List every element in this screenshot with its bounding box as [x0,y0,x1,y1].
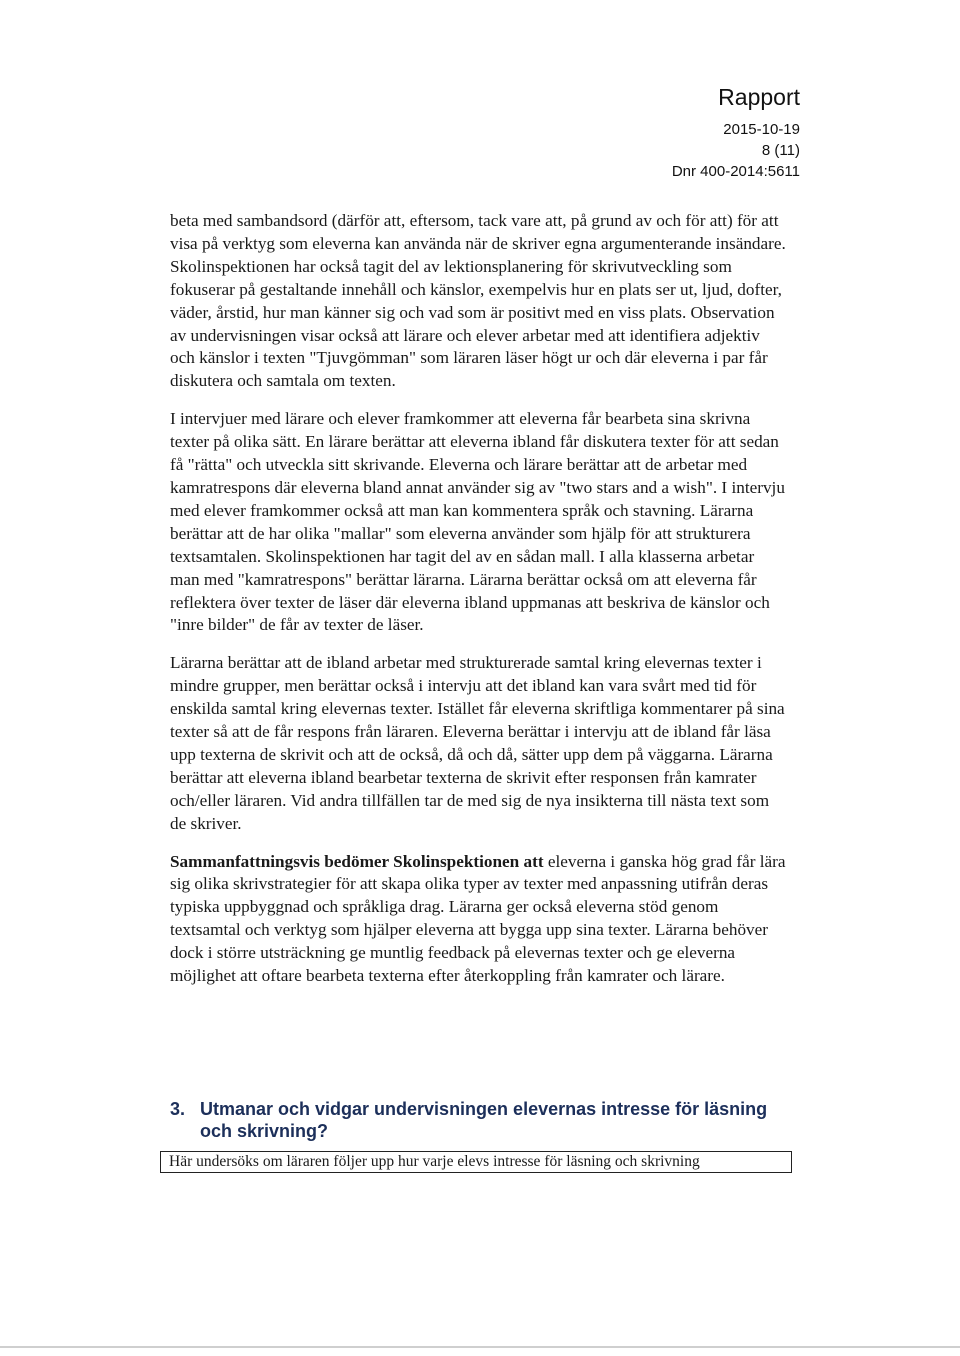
report-date: 2015-10-19 [723,121,800,138]
page-edge-line [0,1346,960,1348]
section-title: Utmanar och vidgar undervisningen elevernas intresse för läsning och skrivning? [200,1099,768,1141]
summary-lead: Sammanfattningsvis bedömer Skolinspektionen att [170,851,544,871]
body-text [170,210,786,1003]
paragraph: Lärarna berättar att de ibland arbetar med strukturerade samtal kring elevernas texter i mindre grupper, men berättar också i intervju att det ibland kan vara svårt med tid för enskilda samtal kring elevernas texter. Istället får eleverna skriftliga kommentarer på sina texter så att de får respons från läraren. Eleverna berättar i intervju att de ibland får läsa upp texterna de skrivit och att de också, då och då, sätter upp dem på väggarna. Lärarna berättar att eleverna ibland bearbetar texterna de skrivit efter responsen från kamrater och/eller läraren. Vid andra tillfällen tar de med sig de nya insikterna till nästa text som de skriver. [170,653,785,833]
report-header [672,84,800,182]
section-heading [170,1098,790,1142]
page-number: 8 (11) [761,142,800,159]
paragraph: beta med sambandsord (därför att, eftersom, tack vare att, på grund av och för att) för att visa på verktyg som eleverna kan använda när de skriver egna argumenterande insändare. Skolinspektionen har också tagit del av lektionsplanering för skrivutveckling som fokuserar på gestaltande innehåll och känslor, exempelvis hur en plats ser ut, ljud, dofter, väder, årstid, hur man känner sig och vad som är positivt med en viss plats. Observation av undervisningen visar också att lärare och elever arbetar med att identifiera adjektiv och känslor i texten "Tjuvgömman" som läraren läser högt ur och där eleverna i par får diskutera och samtala om texten. [170,211,786,391]
summary-paragraph [170,851,786,988]
report-title: Rapport [718,84,800,110]
summary-text: eleverna i ganska hög grad får lära sig olika skrivstrategier för att skapa olika typer av texter med anpassning utifrån deras typiska uppbyggnad och språkliga drag. Lärarna ger också eleverna stöd genom textsamtal och verktyg som hjälper eleverna att bygga upp sina texter. Lärarna behöver dock i större utsträckning ge muntlig feedback på elevernas texter och ge eleverna möjlighet att oftare bearbeta texterna efter återkoppling från kamrater och lärare. [170,851,786,986]
paragraph: I intervjuer med lärare och elever framkommer att eleverna får bearbeta sina skrivna texter på olika sätt. En lärare berättar att eleverna ibland får diskutera texter för att sedan få "rätta" och utveckla sitt skrivande. Eleverna och lärare berättar att de arbetar med kamratrespons där eleverna bland annat använder sig av "two stars and a wish". I intervju med elever framkommer också att man kan kommentera språk och stavning. Lärarna berättar att de har olika "mallar" som eleverna använder som hjälp för att strukturera textsamtalen. Skolinspektionen har tagit del av en sådan mall. I alla klasserna arbetar man med "kamratrespons" berättar lärarna. Lärarna berättar också om att eleverna får reflektera över texter de läser där eleverna ibland uppmanas att beskriva de känslor och "inre bilder" de får av texter de läser. [170,409,785,635]
section-number: 3. [170,1099,186,1119]
diary-number: Dnr 400-2014:5611 [671,163,800,180]
question-box: Här undersöks om läraren följer upp hur varje elevs intresse för läsning och skrivning [160,1151,792,1173]
